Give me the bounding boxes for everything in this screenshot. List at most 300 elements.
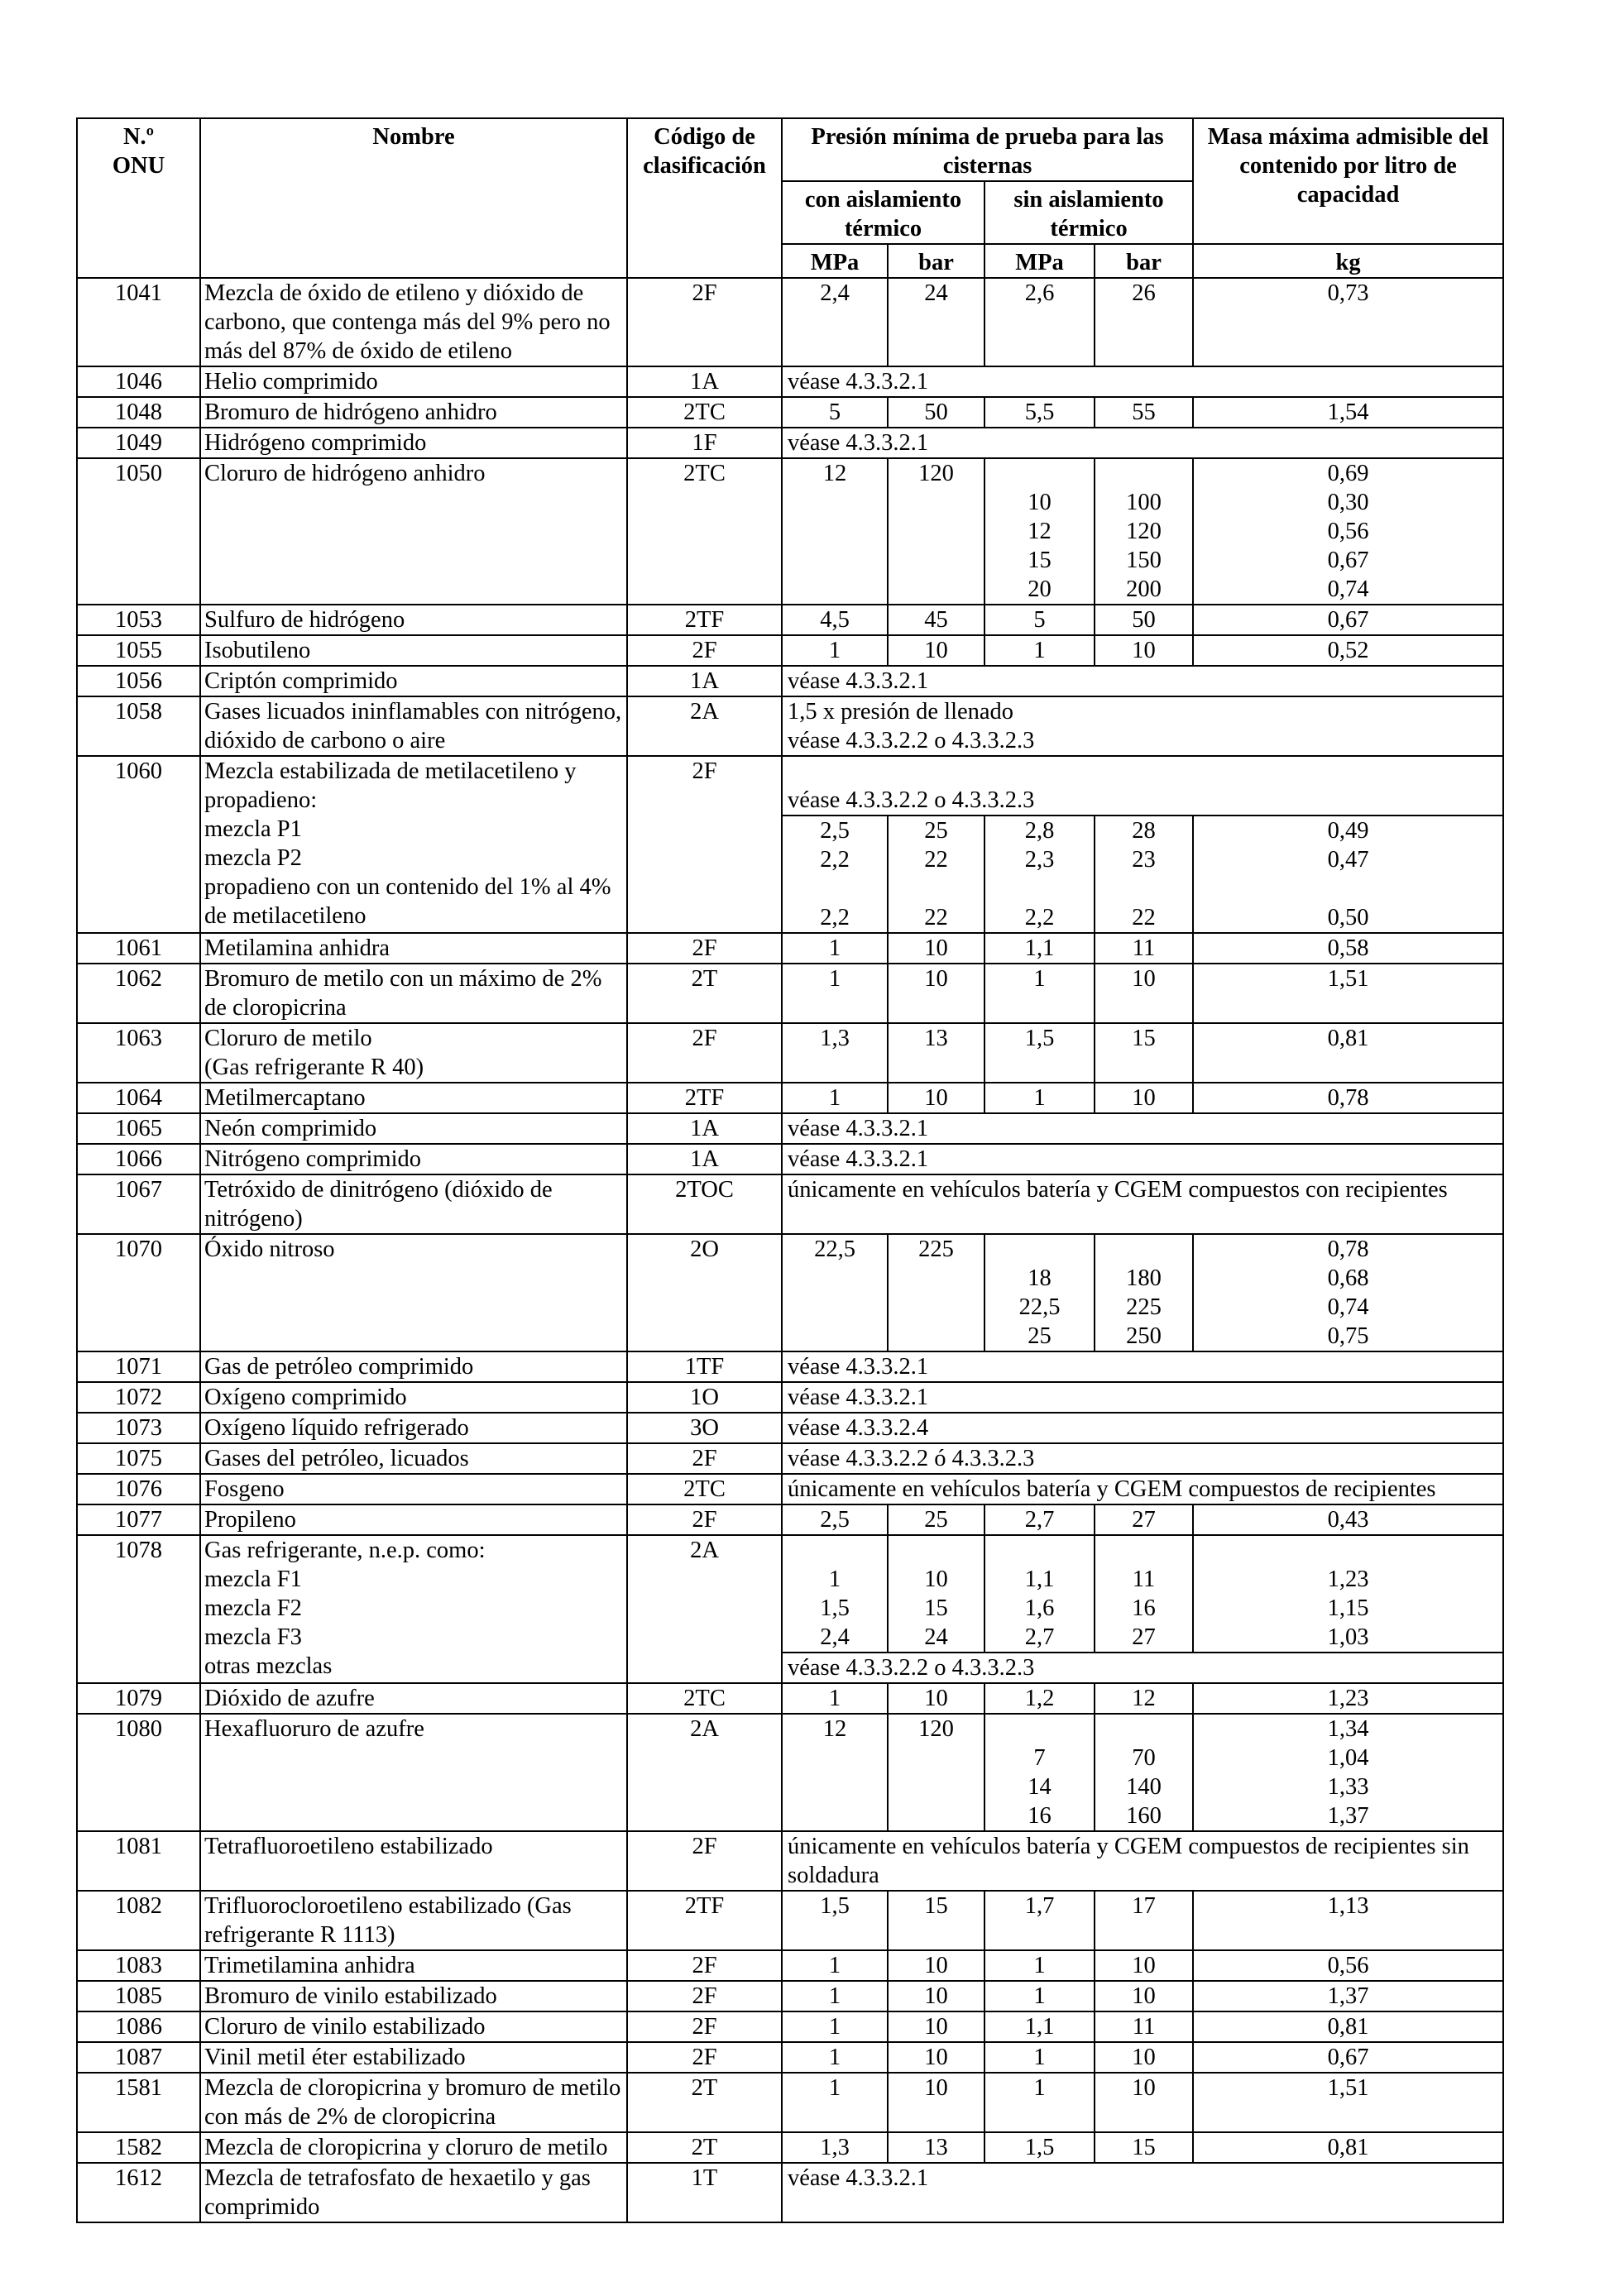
table-row [77, 458, 1503, 605]
cell-con-mpa [782, 2073, 888, 2132]
table-row [77, 1351, 1503, 1382]
cell-masa-kg-value: 0,52 [1327, 638, 1369, 663]
cell-nombre: Metilmercaptano [200, 1083, 627, 1113]
cell-con-mpa [782, 1234, 888, 1351]
cell-con-bar-value: 120 [918, 461, 954, 486]
cell-masa-kg [1193, 2132, 1503, 2163]
table-row [77, 635, 1503, 666]
cell-codigo: 1A [627, 1144, 782, 1174]
table-row [77, 1382, 1503, 1413]
cell-codigo: 2T [627, 964, 782, 1023]
header-presion: Presión mínima de prueba para las cisternas [782, 118, 1193, 181]
cell-sin-bar-value: 180 225 250 [1126, 1265, 1162, 1349]
cell-masa-kg-value: 0,78 [1327, 1085, 1369, 1111]
cell-con-bar [888, 458, 984, 605]
cell-con-mpa [782, 635, 888, 666]
table-row [77, 1891, 1503, 1950]
cell-con-mpa-value: 1 [828, 2014, 841, 2040]
cell-sin-bar [1095, 397, 1193, 428]
cell-codigo: 2A [627, 1535, 782, 1683]
cell-sin-bar [1095, 2073, 1193, 2132]
cell-sin-bar [1095, 2042, 1193, 2073]
cell-sin-bar [1095, 1683, 1193, 1714]
cell-nombre: Gas refrigerante, n.e.p. como: mezcla F1 mezcla F2 mezcla F3 otras mezclas [200, 1535, 627, 1683]
cell-con-mpa [782, 2042, 888, 2073]
cell-con-bar [888, 1535, 984, 1653]
cell-con-mpa [782, 397, 888, 428]
cell-sin-mpa [984, 816, 1095, 933]
header-unit-mpa-sin: MPa [984, 244, 1095, 278]
cell-con-mpa [782, 1950, 888, 1981]
cell-codigo: 2T [627, 2132, 782, 2163]
cell-con-mpa-value: 22,5 [814, 1236, 855, 1262]
cell-sin-bar-value: 10 [1132, 966, 1156, 992]
cell-con-mpa [782, 1683, 888, 1714]
cell-sin-mpa-value: 2,7 [1024, 1507, 1055, 1533]
cell-con-mpa [782, 1504, 888, 1535]
table-row [77, 1083, 1503, 1113]
cell-sin-mpa [984, 1504, 1095, 1535]
cell-nombre: Propileno [200, 1504, 627, 1535]
cell-masa-kg [1193, 1981, 1503, 2011]
cell-con-bar [888, 2011, 984, 2042]
cell-sin-mpa-value: 1 [1033, 638, 1046, 663]
cell-onu: 1049 [77, 428, 200, 458]
cell-nombre: Oxígeno líquido refrigerado [200, 1413, 627, 1443]
cell-sin-bar [1095, 2011, 1193, 2042]
cell-con-bar [888, 933, 984, 964]
cell-con-bar [888, 1504, 984, 1535]
cell-masa-kg [1193, 964, 1503, 1023]
cell-con-bar [888, 278, 984, 366]
cell-codigo: 2TF [627, 1891, 782, 1950]
cell-presion-note: véase 4.3.3.2.1 [782, 428, 1503, 458]
table-row [77, 2073, 1503, 2132]
cell-codigo: 2A [627, 1714, 782, 1831]
cell-sin-mpa-value: 1,5 [1024, 1026, 1055, 1051]
cell-codigo: 2TC [627, 1683, 782, 1714]
cell-onu: 1087 [77, 2042, 200, 2073]
table-row [77, 933, 1503, 964]
cell-nombre: Dióxido de azufre [200, 1683, 627, 1714]
cell-sin-mpa [984, 2132, 1095, 2163]
cell-onu: 1050 [77, 458, 200, 605]
cell-sin-bar [1095, 964, 1193, 1023]
cell-con-mpa [782, 1891, 888, 1950]
cell-nombre: Trimetilamina anhidra [200, 1950, 627, 1981]
cell-sin-mpa [984, 605, 1095, 635]
table-row [77, 696, 1503, 756]
cell-masa-kg-value: 0,58 [1327, 935, 1369, 961]
cell-sin-mpa-value: 1 [1033, 966, 1046, 992]
cell-con-bar-value: 13 [924, 1026, 948, 1051]
cell-nombre: Neón comprimido [200, 1113, 627, 1144]
cell-nombre: Nitrógeno comprimido [200, 1144, 627, 1174]
cell-masa-kg-value: 0,67 [1327, 607, 1369, 633]
cell-con-bar-value: 10 [924, 638, 948, 663]
cell-sin-bar [1095, 2132, 1193, 2163]
cell-sin-mpa-value: 5 [1033, 607, 1046, 633]
cell-sin-mpa [984, 933, 1095, 964]
cell-con-mpa-value: 1,3 [820, 2135, 850, 2160]
cell-masa-kg-value: 1,23 1,15 1,03 [1327, 1567, 1369, 1650]
cell-con-bar-value: 10 [924, 1953, 948, 1978]
cell-con-bar-value: 10 [924, 1085, 948, 1111]
cell-sin-mpa [984, 1023, 1095, 1083]
cell-con-bar [888, 1083, 984, 1113]
cell-con-bar-value: 13 [924, 2135, 948, 2160]
cell-nombre: Hexafluoruro de azufre [200, 1714, 627, 1831]
cell-con-mpa-value: 1 [828, 966, 841, 992]
cell-nombre: Hidrógeno comprimido [200, 428, 627, 458]
cell-codigo: 2F [627, 1443, 782, 1474]
cell-con-mpa-value: 1 [828, 2045, 841, 2070]
cell-nombre: Sulfuro de hidrógeno [200, 605, 627, 635]
cell-masa-kg-value: 0,49 0,47 0,50 [1327, 818, 1369, 930]
cell-masa-kg-value: 0,69 0,30 0,56 0,67 0,74 [1327, 461, 1369, 602]
cell-nombre: Mezcla estabilizada de metilacetileno y propadieno: mezcla P1 mezcla P2 propadieno con un contenido del 1% al 4% de metilacetileno [200, 756, 627, 933]
cell-presion-note: véase 4.3.3.2.2 o 4.3.3.2.3 [782, 756, 1503, 816]
cell-masa-kg [1193, 1504, 1503, 1535]
cell-sin-mpa [984, 2011, 1095, 2042]
cell-onu: 1076 [77, 1474, 200, 1504]
cell-con-bar-value: 15 [924, 1893, 948, 1919]
document-page [76, 117, 1504, 2223]
cell-con-mpa-value: 1 [828, 2075, 841, 2101]
cell-masa-kg-value: 0,43 [1327, 1507, 1369, 1533]
table-row [77, 666, 1503, 696]
cell-masa-kg [1193, 2011, 1503, 2042]
table-row [77, 1474, 1503, 1504]
cell-con-mpa-value: 2,4 [820, 280, 850, 306]
cell-nombre: Gas de petróleo comprimido [200, 1351, 627, 1382]
cell-onu: 1058 [77, 696, 200, 756]
cell-onu: 1083 [77, 1950, 200, 1981]
cell-onu: 1085 [77, 1981, 200, 2011]
cell-onu: 1067 [77, 1174, 200, 1234]
cell-con-bar [888, 964, 984, 1023]
cell-codigo: 3O [627, 1413, 782, 1443]
cell-con-mpa-value: 1 [828, 1686, 841, 1711]
cell-masa-kg-value: 0,56 [1327, 1953, 1369, 1978]
cell-sin-mpa-value: 1,7 [1024, 1893, 1055, 1919]
cell-codigo: 2TF [627, 605, 782, 635]
cell-con-mpa [782, 964, 888, 1023]
table-row [77, 1950, 1503, 1981]
cell-presion-note: véase 4.3.3.2.1 [782, 2163, 1503, 2222]
cell-con-mpa-value: 1 [828, 1953, 841, 1978]
cell-sin-bar [1095, 1504, 1193, 1535]
cell-codigo: 2F [627, 933, 782, 964]
cell-con-bar [888, 605, 984, 635]
cell-nombre: Mezcla de cloropicrina y cloruro de metilo [200, 2132, 627, 2163]
cell-masa-kg-value: 1,51 [1327, 2075, 1369, 2101]
cell-nombre: Criptón comprimido [200, 666, 627, 696]
table-row [77, 2011, 1503, 2042]
cell-sin-bar [1095, 635, 1193, 666]
cell-con-mpa [782, 1535, 888, 1653]
cell-sin-mpa [984, 1234, 1095, 1351]
cell-presion-note: véase 4.3.3.2.1 [782, 366, 1503, 397]
cell-sin-mpa-value: 5,5 [1024, 399, 1055, 425]
cell-masa-kg [1193, 1891, 1503, 1950]
table-row [77, 1174, 1503, 1234]
cell-nombre: Mezcla de óxido de etileno y dióxido de carbono, que contenga más del 9% pero no más del 87% de óxido de etileno [200, 278, 627, 366]
table-row [77, 1443, 1503, 1474]
cell-presion-note: únicamente en vehículos batería y CGEM compuestos de recipientes sin soldadura [782, 1831, 1503, 1891]
cell-codigo: 1O [627, 1382, 782, 1413]
cell-sin-mpa-value: 2,6 [1024, 280, 1055, 306]
cell-con-mpa [782, 1083, 888, 1113]
cell-presion-note: véase 4.3.3.2.2 ó 4.3.3.2.3 [782, 1443, 1503, 1474]
cell-presion-note: véase 4.3.3.2.2 o 4.3.3.2.3 [782, 1653, 1503, 1683]
cell-con-mpa [782, 2011, 888, 2042]
cell-masa-kg-value: 0,81 [1327, 1026, 1369, 1051]
cell-sin-mpa-value: 1 [1033, 1983, 1046, 2009]
cell-nombre: Isobutileno [200, 635, 627, 666]
cell-con-bar-value: 24 [924, 280, 948, 306]
header-unit-bar-sin: bar [1095, 244, 1193, 278]
cell-masa-kg [1193, 2073, 1503, 2132]
cell-onu: 1077 [77, 1504, 200, 1535]
cell-onu: 1055 [77, 635, 200, 666]
cell-con-bar [888, 397, 984, 428]
cell-sin-bar-value: 11 [1132, 2014, 1156, 2040]
cell-onu: 1073 [77, 1413, 200, 1443]
cell-onu: 1053 [77, 605, 200, 635]
table-row [77, 1113, 1503, 1144]
cell-nombre: Gases del petróleo, licuados [200, 1443, 627, 1474]
cell-sin-bar [1095, 1234, 1193, 1351]
cell-codigo: 2F [627, 278, 782, 366]
cell-con-mpa-value: 1,3 [820, 1026, 850, 1051]
cell-nombre: Vinil metil éter estabilizado [200, 2042, 627, 2073]
cell-masa-kg [1193, 1083, 1503, 1113]
cell-codigo: 2TC [627, 397, 782, 428]
cell-sin-mpa-value: 1,1 [1024, 935, 1055, 961]
cell-sin-mpa [984, 397, 1095, 428]
cell-masa-kg [1193, 605, 1503, 635]
cell-codigo: 1A [627, 1113, 782, 1144]
cell-onu: 1062 [77, 964, 200, 1023]
cell-sin-bar [1095, 1535, 1193, 1653]
cell-onu: 1078 [77, 1535, 200, 1683]
table-row [77, 1714, 1503, 1831]
cell-onu: 1061 [77, 933, 200, 964]
table-row [77, 2042, 1503, 2073]
table-header [77, 118, 1503, 278]
cell-onu: 1081 [77, 1831, 200, 1891]
cell-onu: 1070 [77, 1234, 200, 1351]
cell-sin-mpa [984, 2042, 1095, 2073]
cell-con-bar [888, 1234, 984, 1351]
cell-codigo: 1TF [627, 1351, 782, 1382]
cell-sin-bar-value: 10 [1132, 638, 1156, 663]
table-row [77, 1683, 1503, 1714]
table-row [77, 2163, 1503, 2222]
cell-sin-mpa-value: 18 22,5 25 [1018, 1265, 1061, 1349]
cell-con-mpa-value: 12 [822, 1716, 847, 1742]
cell-sin-mpa-value: 1 [1033, 2045, 1046, 2070]
cell-con-bar [888, 1981, 984, 2011]
cell-onu: 1064 [77, 1083, 200, 1113]
table-row [77, 964, 1503, 1023]
cell-presion-note: únicamente en vehículos batería y CGEM compuestos con recipientes [782, 1174, 1503, 1234]
cell-nombre: Mezcla de tetrafosfato de hexaetilo y gas comprimido [200, 2163, 627, 2222]
cell-codigo: 2F [627, 1504, 782, 1535]
cell-onu: 1056 [77, 666, 200, 696]
cell-codigo: 2F [627, 2011, 782, 2042]
cell-codigo: 2O [627, 1234, 782, 1351]
header-nombre: Nombre [200, 118, 627, 278]
cell-masa-kg [1193, 278, 1503, 366]
cell-sin-bar-value: 15 [1132, 1026, 1156, 1051]
cell-con-bar-value: 25 22 22 [924, 818, 948, 930]
tank-test-pressure-table [76, 117, 1504, 2223]
cell-onu: 1582 [77, 2132, 200, 2163]
cell-sin-mpa [984, 1891, 1095, 1950]
cell-masa-kg [1193, 397, 1503, 428]
cell-masa-kg-value: 1,34 1,04 1,33 1,37 [1327, 1716, 1369, 1829]
cell-presion-note: véase 4.3.3.2.1 [782, 666, 1503, 696]
cell-masa-kg [1193, 1023, 1503, 1083]
cell-sin-bar [1095, 1083, 1193, 1113]
cell-onu: 1041 [77, 278, 200, 366]
cell-con-mpa-value: 1,5 [820, 1893, 850, 1919]
cell-codigo: 2F [627, 2042, 782, 2073]
cell-masa-kg [1193, 1535, 1503, 1653]
cell-masa-kg [1193, 816, 1503, 933]
cell-sin-bar-value: 10 [1132, 2045, 1156, 2070]
cell-nombre: Trifluorocloroetileno estabilizado (Gas refrigerante R 1113) [200, 1891, 627, 1950]
cell-con-bar-value: 10 [924, 1686, 948, 1711]
table-row [77, 1023, 1503, 1083]
cell-codigo: 2TF [627, 1083, 782, 1113]
table-row [77, 1831, 1503, 1891]
cell-presion-note: véase 4.3.3.2.4 [782, 1413, 1503, 1443]
cell-sin-mpa-value: 1,2 [1024, 1686, 1055, 1711]
cell-con-bar [888, 1891, 984, 1950]
cell-con-bar-value: 10 [924, 2045, 948, 2070]
cell-presion-note: 1,5 x presión de llenado véase 4.3.3.2.2 o 4.3.3.2.3 [782, 696, 1503, 756]
cell-onu: 1086 [77, 2011, 200, 2042]
cell-sin-bar-value: 15 [1132, 2135, 1156, 2160]
cell-presion-note: véase 4.3.3.2.1 [782, 1351, 1503, 1382]
cell-sin-bar [1095, 1950, 1193, 1981]
cell-sin-mpa [984, 458, 1095, 605]
table-row [77, 1504, 1503, 1535]
cell-con-bar-value: 120 [918, 1716, 954, 1742]
cell-codigo: 2F [627, 1981, 782, 2011]
cell-sin-bar-value: 10 [1132, 2075, 1156, 2101]
cell-nombre: Tetróxido de dinitrógeno (dióxido de nitrógeno) [200, 1174, 627, 1234]
cell-nombre: Mezcla de cloropicrina y bromuro de metilo con más de 2% de cloropicrina [200, 2073, 627, 2132]
cell-codigo: 1A [627, 666, 782, 696]
header-sin-aislamiento: sin aislamiento térmico [984, 181, 1193, 244]
cell-nombre: Metilamina anhidra [200, 933, 627, 964]
cell-onu: 1079 [77, 1683, 200, 1714]
cell-sin-mpa-value: 1,1 [1024, 2014, 1055, 2040]
header-con-aislamiento: con aislamiento térmico [782, 181, 984, 244]
table-row [77, 366, 1503, 397]
cell-onu: 1082 [77, 1891, 200, 1950]
cell-con-bar [888, 816, 984, 933]
cell-masa-kg [1193, 458, 1503, 605]
cell-presion-note: véase 4.3.3.2.1 [782, 1113, 1503, 1144]
table-row [77, 278, 1503, 366]
cell-sin-mpa [984, 964, 1095, 1023]
header-unit-bar-con: bar [888, 244, 984, 278]
cell-presion-note: únicamente en vehículos batería y CGEM compuestos de recipientes [782, 1474, 1503, 1504]
cell-sin-bar-value: 100 120 150 200 [1126, 490, 1162, 602]
cell-con-bar-value: 50 [924, 399, 948, 425]
cell-masa-kg-value: 0,67 [1327, 2045, 1369, 2070]
cell-codigo: 2F [627, 635, 782, 666]
cell-nombre: Oxígeno comprimido [200, 1382, 627, 1413]
cell-nombre: Óxido nitroso [200, 1234, 627, 1351]
cell-codigo: 2TC [627, 458, 782, 605]
cell-con-bar-value: 45 [924, 607, 948, 633]
cell-onu: 1612 [77, 2163, 200, 2222]
cell-con-mpa [782, 2132, 888, 2163]
cell-onu: 1063 [77, 1023, 200, 1083]
cell-masa-kg-value: 1,13 [1327, 1893, 1369, 1919]
cell-onu: 1071 [77, 1351, 200, 1382]
cell-con-mpa [782, 816, 888, 933]
cell-con-bar-value: 10 [924, 2075, 948, 2101]
cell-sin-bar [1095, 1714, 1193, 1831]
cell-con-bar-value: 225 [918, 1236, 954, 1262]
table-row [77, 756, 1503, 816]
cell-masa-kg-value: 1,54 [1327, 399, 1369, 425]
cell-codigo: 2TC [627, 1474, 782, 1504]
cell-con-mpa-value: 2,5 2,2 2,2 [820, 818, 850, 930]
cell-sin-mpa-value: 2,8 2,3 2,2 [1024, 818, 1055, 930]
cell-con-mpa-value: 4,5 [820, 607, 850, 633]
cell-onu: 1048 [77, 397, 200, 428]
cell-masa-kg-value: 0,78 0,68 0,74 0,75 [1327, 1236, 1369, 1349]
cell-onu: 1066 [77, 1144, 200, 1174]
cell-onu: 1072 [77, 1382, 200, 1413]
cell-sin-bar-value: 55 [1132, 399, 1156, 425]
table-row [77, 1234, 1503, 1351]
cell-nombre: Cloruro de vinilo estabilizado [200, 2011, 627, 2042]
cell-codigo: 2F [627, 1950, 782, 1981]
cell-masa-kg [1193, 1950, 1503, 1981]
cell-sin-bar [1095, 1023, 1193, 1083]
cell-con-mpa-value: 1 [828, 1983, 841, 2009]
cell-sin-mpa-value: 1,1 1,6 2,7 [1024, 1567, 1055, 1650]
cell-masa-kg [1193, 933, 1503, 964]
cell-onu: 1060 [77, 756, 200, 933]
cell-sin-bar [1095, 458, 1193, 605]
cell-sin-mpa-value: 1 [1033, 2075, 1046, 2101]
cell-sin-bar-value: 10 [1132, 1983, 1156, 2009]
table-row [77, 1981, 1503, 2011]
table-row [77, 428, 1503, 458]
cell-sin-bar-value: 10 [1132, 1953, 1156, 1978]
cell-con-mpa [782, 278, 888, 366]
cell-con-bar [888, 2073, 984, 2132]
cell-sin-bar-value: 70 140 160 [1126, 1745, 1162, 1829]
cell-masa-kg-value: 1,51 [1327, 966, 1369, 992]
cell-sin-mpa [984, 1083, 1095, 1113]
cell-codigo: 2F [627, 1023, 782, 1083]
cell-sin-bar-value: 10 [1132, 1085, 1156, 1111]
cell-nombre: Gases licuados ininflamables con nitrógeno, dióxido de carbono o aire [200, 696, 627, 756]
cell-onu: 1581 [77, 2073, 200, 2132]
cell-con-mpa [782, 1981, 888, 2011]
